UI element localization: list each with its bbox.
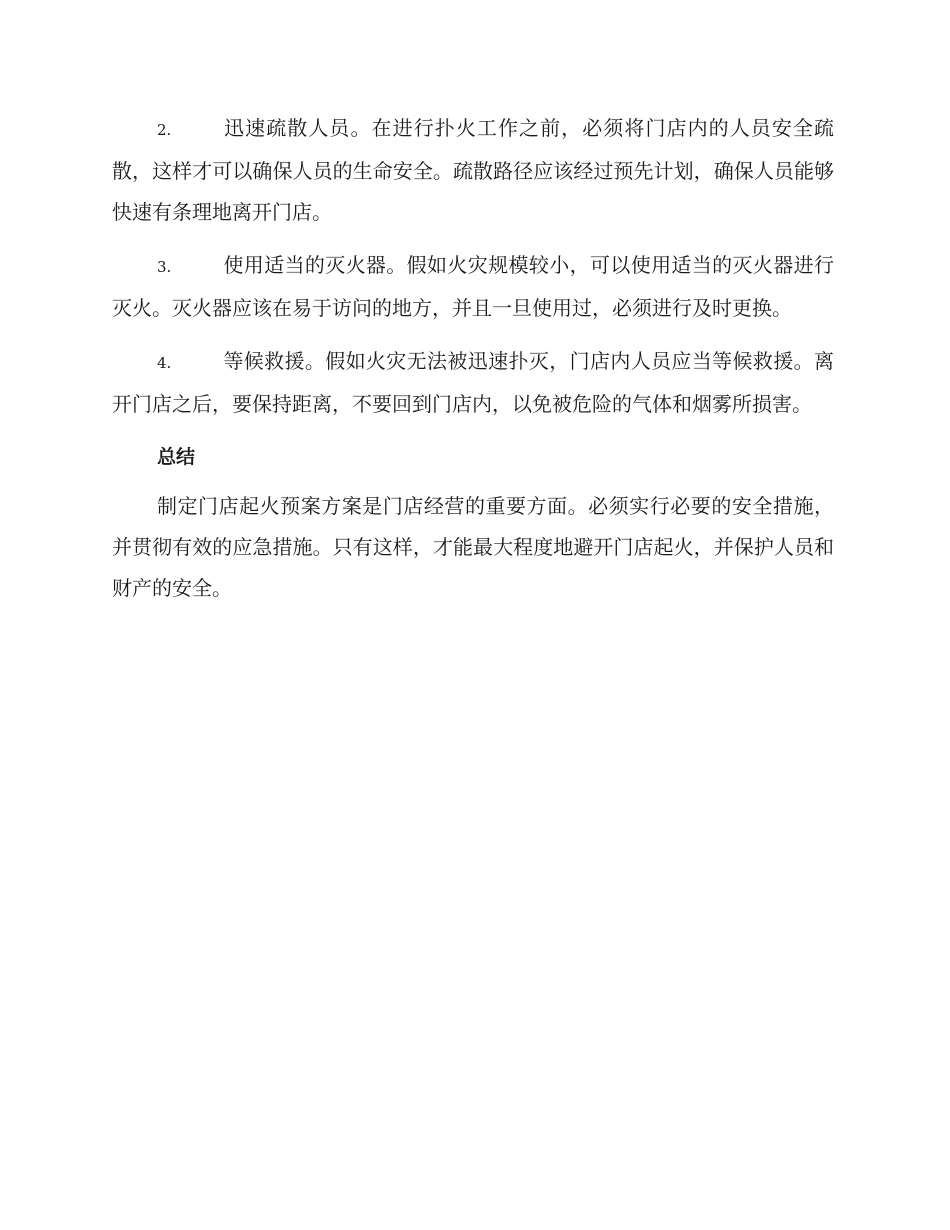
list-item-3 xyxy=(112,245,834,329)
list-item-2 xyxy=(112,108,834,233)
list-item-text: 迅速疏散人员。在进行扑火工作之前，必须将门店内的人员安全疏散，这样才可以确保人员的生命安全。疏散路径应该经过预先计划，确保人员能够快速有条理地离开门店。 xyxy=(112,116,834,224)
list-item-text: 使用适当的灭火器。假如火灾规模较小，可以使用适当的灭火器进行灭火。灭火器应该在易于访问的地方，并且一旦使用过，必须进行及时更换。 xyxy=(112,253,834,320)
summary-heading: 总结 xyxy=(157,446,196,468)
list-number: 4. xyxy=(157,354,172,372)
list-item-text: 等候救援。假如火灾无法被迅速扑灭，门店内人员应当等候救援。离开门店之后，要保持距离，不要回到门店内，以免被危险的气体和烟雾所损害。 xyxy=(112,349,834,416)
list-item-4 xyxy=(112,341,834,425)
document-page xyxy=(112,108,834,609)
list-number: 2. xyxy=(157,121,172,139)
summary-paragraph: 制定门店起火预案方案是门店经营的重要方面。必须实行必要的安全措施，并贯彻有效的应急措施。只有这样，才能最大程度地避开门店起火，并保护人员和财产的安全。 xyxy=(112,494,834,600)
list-number: 3. xyxy=(157,258,172,276)
